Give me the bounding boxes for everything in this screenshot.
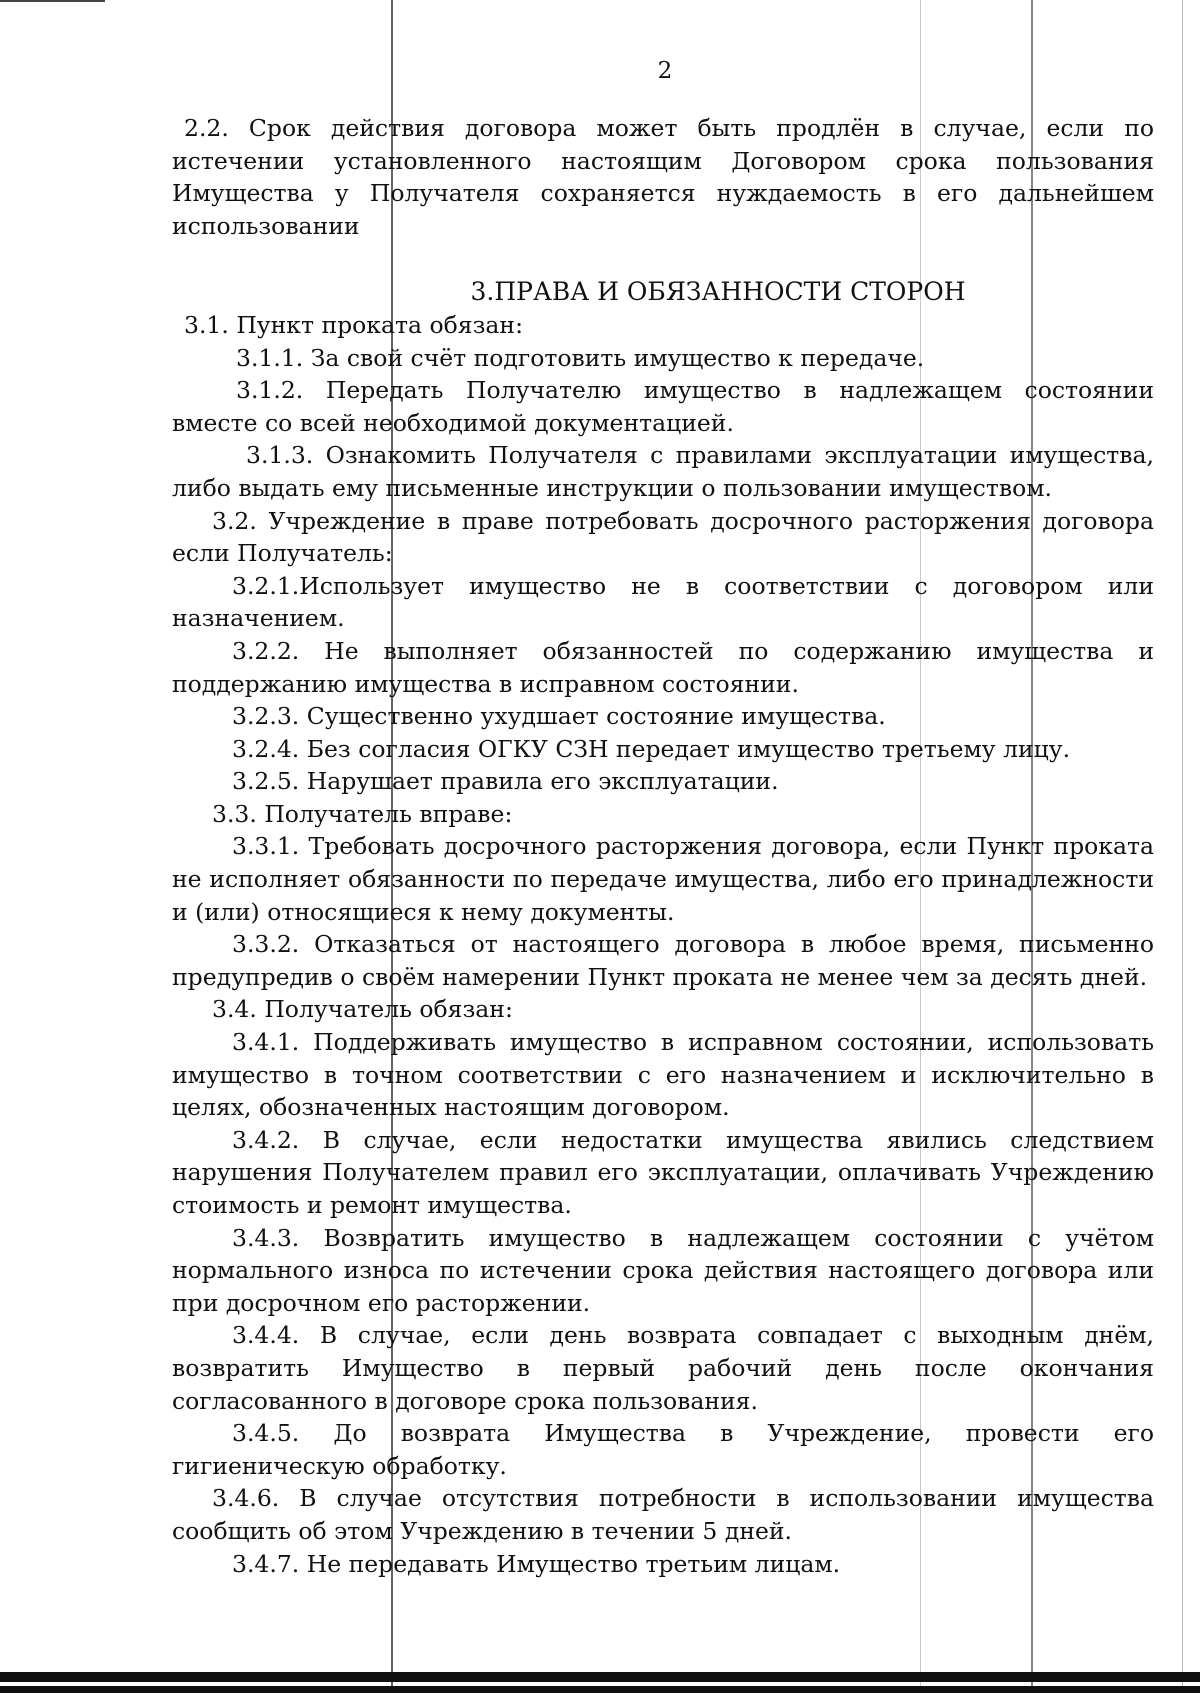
section-heading: 3.ПРАВА И ОБЯЗАННОСТИ СТОРОН (470, 277, 966, 307)
scan-artifact-top (0, 0, 105, 2)
clause-3-3-1: 3.3.1. Требовать досрочного расторжения договора, если Пункт проката не исполняет обязанности по передаче имущества, либо его принадлежности и (или) относящиеся к нему документы. (172, 832, 1154, 926)
clause-3-2-4: 3.2.4. Без согласия ОГКУ СЗН передает имущество третьему лицу. (232, 734, 1071, 763)
scan-artifact-line (1182, 0, 1183, 1693)
page-number: 2 (657, 58, 673, 84)
scan-artifact-bottom (0, 1672, 1200, 1682)
clause-3-3-2: 3.3.2. Отказаться от настоящего договора в любое время, письменно предупредив о своём намерении Пункт проката не менее чем за десять дней. (172, 930, 1154, 991)
clause-3-4-1: 3.4.1. Поддерживать имущество в исправном состоянии, использовать имущество в точном соответствии с его назначением и исключительно в целях, обозначенных настоящим договором. (172, 1028, 1154, 1122)
clause-3-3: 3.3. Получатель вправе: (212, 799, 513, 828)
clause-3-4-5: 3.4.5. До возврата Имущества в Учреждение, провести его гигиеническую обработку. (172, 1419, 1154, 1480)
clause-3-2: 3.2. Учреждение в праве потребовать досрочного расторжения договора если Получатель: (172, 506, 1154, 568)
clause-3-1-2: 3.1.2. Передать Получателю имущество в надлежащем состоянии вместе со всей необходимой документацией. (172, 376, 1154, 437)
clause-3-1-1: 3.1.1. За свой счёт подготовить имущество к передаче. (236, 343, 925, 372)
document-body (172, 112, 1154, 1580)
clause-3-1: 3.1. Пункт проката обязан: (184, 310, 524, 339)
clause-3-2-3: 3.2.3. Существенно ухудшает состояние имущества. (232, 702, 886, 731)
clause-3-4-7: 3.4.7. Не передавать Имущество третьим лицам. (232, 1549, 841, 1578)
clause-3-2-2: 3.2.2. Не выполняет обязанностей по содержанию имущества и поддержанию имущества в исправном состоянии. (172, 636, 1154, 698)
clause-3-4: 3.4. Получатель обязан: (212, 995, 513, 1024)
clause-3-4-2: 3.4.2. В случае, если недостатки имущества явились следствием нарушения Получателем правил его эксплуатации, оплачивать Учреждению стоимость и ремонт имущества. (172, 1125, 1154, 1219)
scan-artifact-bottom (0, 1686, 1200, 1693)
clause-3-2-5: 3.2.5. Нарушает правила его эксплуатации. (232, 767, 779, 796)
clause-3-2-1: 3.2.1.Использует имущество не в соответствии с договором или назначением. (172, 571, 1154, 633)
clause-3-4-4: 3.4.4. В случае, если день возврата совпадает с выходным днём, возвратить Имущество в первый рабочий день после окончания согласованного в договоре срока пользования. (172, 1321, 1154, 1415)
clause-3-1-3: 3.1.3. Ознакомить Получателя с правилами эксплуатации имущества, либо выдать ему письменные инструкции о пользовании имуществом. (172, 441, 1154, 502)
clause-3-4-3: 3.4.3. Возвратить имущество в надлежащем состоянии с учётом нормального износа по истечении срока действия настоящего договора или при досрочном его расторжении. (172, 1223, 1154, 1317)
clause-3-4-6: 3.4.6. В случае отсутствия потребности в использовании имущества сообщить об этом Учреждению в течении 5 дней. (172, 1484, 1154, 1545)
clause-2-2: 2.2. Срок действия договора может быть продлён в случае, если по истечении установленного настоящим Договором срока пользования Имущества у Получателя сохраняется нуждаемость в его дальнейшем использовании (172, 114, 1154, 240)
